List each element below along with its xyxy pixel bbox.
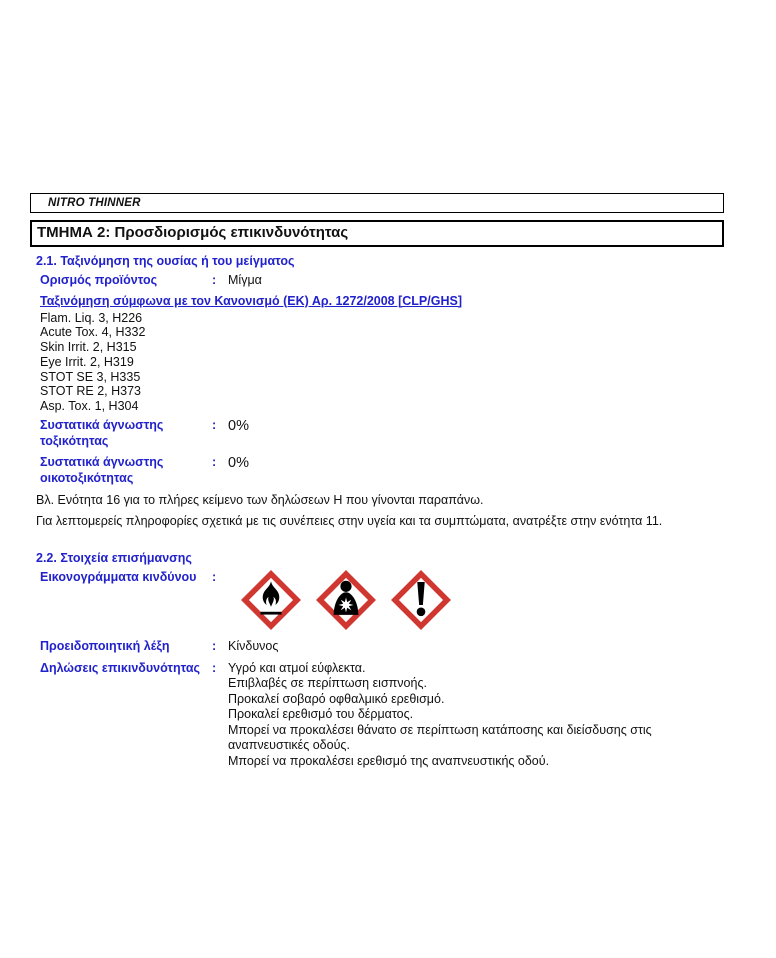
unknown-toxicity-label: Συστατικά άγνωστης τοξικότητας xyxy=(40,418,164,448)
product-definition-row xyxy=(40,273,724,289)
signal-word-value: Κίνδυνος xyxy=(228,639,279,654)
ghs08-health-hazard-icon xyxy=(315,569,377,631)
hazard-statement: Μπορεί να προκαλέσει ερεθισμό της αναπνευστικής οδού. xyxy=(228,753,550,768)
colon-separator: : xyxy=(212,273,217,287)
signal-word-label: Προειδοποιητική λέξη xyxy=(40,639,170,654)
classification-heading: Ταξινόμηση σύμφωνα με τον Κανονισμό (ΕΚ) Αρ. 1272/2008 [CLP/GHS] xyxy=(40,293,462,308)
hazard-statements-row xyxy=(40,661,724,770)
colon-separator: : xyxy=(212,660,217,675)
unknown-ecotoxicity-row xyxy=(40,455,724,486)
hazard-pictograms-label: Εικονογράμματα κινδύνου xyxy=(40,570,197,585)
hazard-class-item: STOT RE 2, H373 xyxy=(40,384,141,399)
hazard-statement: Μπορεί να προκαλέσει θάνατο σε περίπτωση κατάποσης και διείσδυσης στις αναπνευστικές οδούς. xyxy=(228,722,652,753)
section-2-title: ΤΜΗΜΑ 2: Προσδιορισμός επικινδυνότητας xyxy=(37,224,349,241)
colon-separator: : xyxy=(212,570,217,585)
colon-separator: : xyxy=(212,639,217,654)
hazard-class-item: STOT SE 3, H335 xyxy=(40,369,141,384)
hazard-statement: Υγρό και ατμοί εύφλεκτα. xyxy=(228,660,366,675)
hazard-class-item: Acute Tox. 4, H332 xyxy=(40,325,146,340)
hazard-statements-list xyxy=(228,661,698,770)
sds-page-content xyxy=(30,193,724,769)
unknown-toxicity-value: 0% xyxy=(228,418,249,435)
hazard-class-item: Asp. Tox. 1, H304 xyxy=(40,399,139,414)
colon-separator: : xyxy=(212,455,217,470)
signal-word-row xyxy=(40,639,724,655)
hazard-statement: Προκαλεί ερεθισμό του δέρματος. xyxy=(228,707,414,722)
ghs07-exclamation-icon xyxy=(390,569,452,631)
note-see-section-16: Βλ. Ενότητα 16 για το πλήρες κείμενο των δηλώσεων Η που γίνονται παραπάνω. xyxy=(36,493,484,508)
ghs02-flame-icon xyxy=(240,569,302,631)
product-definition-value: Μίγμα xyxy=(228,273,262,287)
hazard-pictograms-row xyxy=(40,570,724,631)
product-definition-label: Ορισμός προϊόντος xyxy=(40,273,158,287)
unknown-ecotoxicity-value: 0% xyxy=(228,455,249,472)
product-name-box xyxy=(30,193,724,213)
heading-2-1: 2.1. Ταξινόμηση της ουσίας ή του μείγματος xyxy=(36,254,295,268)
note-see-section-11: Για λεπτομερείς πληροφορίες σχετικά με τις συνέπειες στην υγεία και τα συμπτώματα, ανατρέξτε στην ενότητα 11. xyxy=(36,514,663,529)
ghs-pictogram-strip xyxy=(240,569,452,631)
hazard-class-item: Skin Irrit. 2, H315 xyxy=(40,340,137,355)
hazard-statements-label: Δηλώσεις επικινδυνότητας xyxy=(40,660,201,675)
colon-separator: : xyxy=(212,418,217,433)
hazard-class-item: Eye Irrit. 2, H319 xyxy=(40,354,134,369)
hazard-statement: Επιβλαβές σε περίπτωση εισπνοής. xyxy=(228,676,427,691)
hazard-statement: Προκαλεί σοβαρό οφθαλμικό ερεθισμό. xyxy=(228,691,445,706)
hazard-class-item: Flam. Liq. 3, H226 xyxy=(40,310,143,325)
unknown-toxicity-row xyxy=(40,418,724,449)
unknown-ecotoxicity-label: Συστατικά άγνωστης οικοτοξικότητας xyxy=(40,455,164,485)
section-2-header-box xyxy=(30,220,724,247)
heading-2-2: 2.2. Στοιχεία επισήμανσης xyxy=(36,551,192,566)
product-name: NITRO THINNER xyxy=(48,197,141,209)
hazard-class-list xyxy=(40,311,724,415)
